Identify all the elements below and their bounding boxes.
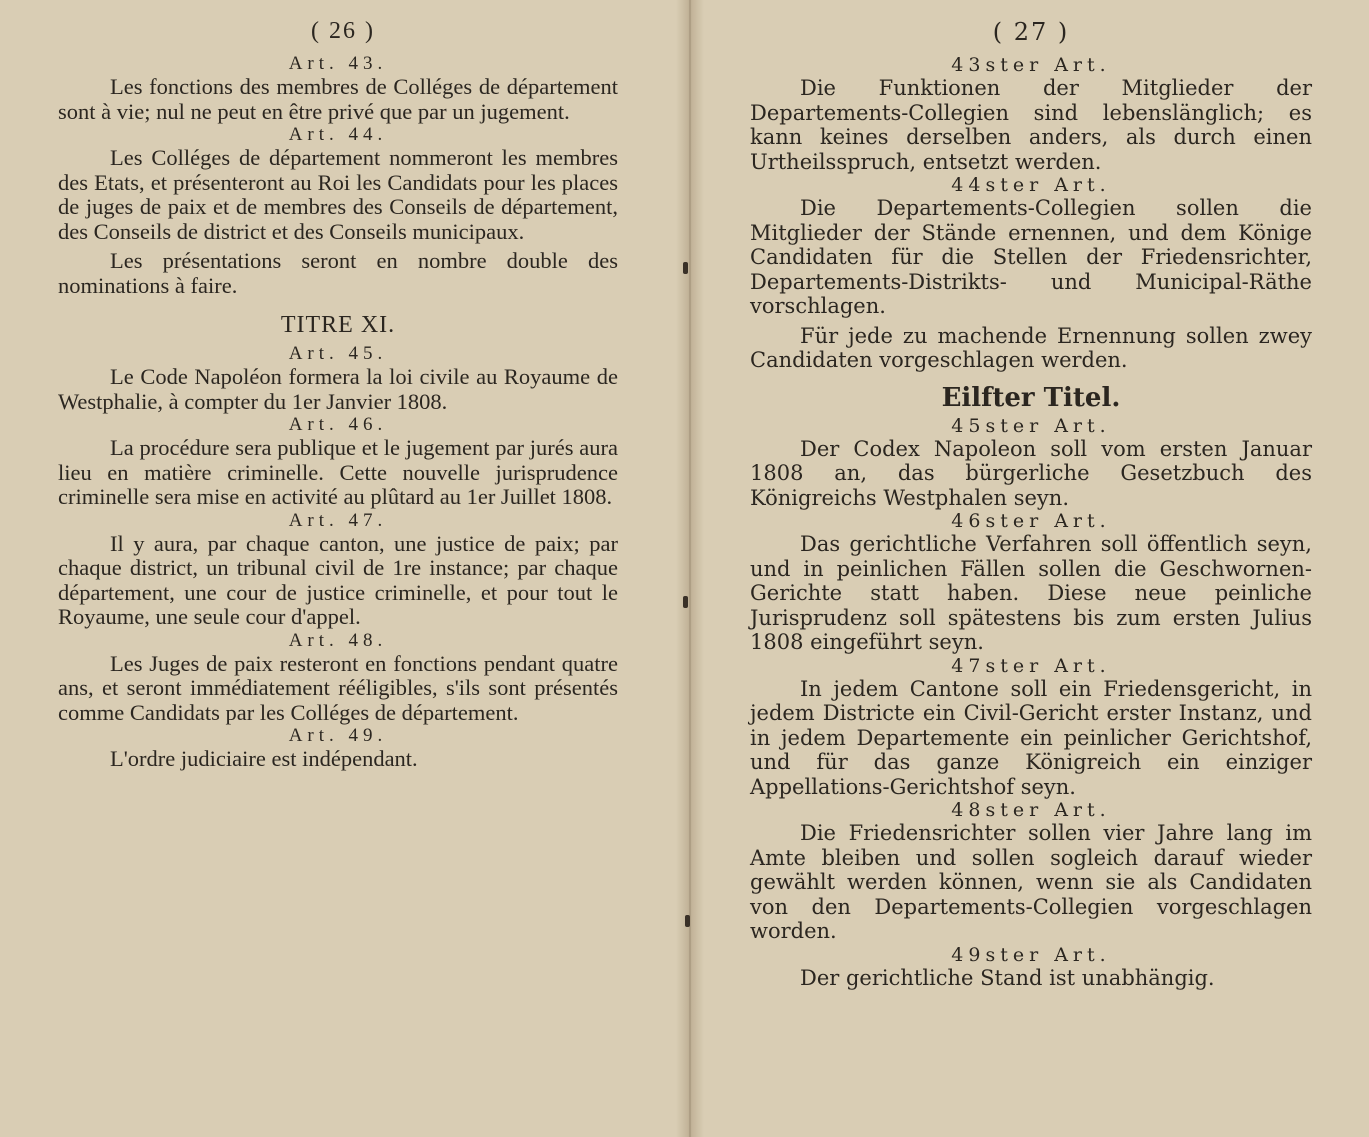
article-heading: Art. 49. xyxy=(288,725,388,746)
article-text: Das gerichtliche Verfahren soll öffentlich seyn, und in peinlichen Fällen sollen die Geschwornen-Gerichte statt haben. Diese neue peinliche Jurisprudenz soll spätestens bis zum ersten Julius 1808 eingeführt seyn. xyxy=(750,532,1312,654)
page-number: ( 26 ) xyxy=(311,18,375,44)
article-heading: Art. 48. xyxy=(288,629,388,651)
article-heading: 43ster Art. xyxy=(951,54,1111,76)
article-text: Die Departements-Collegien sollen die Mitglieder der Stände ernennen, und dem Könige Candidaten für die Stellen der Friedensrichter, Departements-Distrikts- und Municipal-Räthe vorschlagen. xyxy=(750,196,1312,318)
page-number: ( 27 ) xyxy=(992,18,1070,46)
article-text: Die Funktionen der Mitglieder der Departements-Collegien sind lebenslänglich; es kann keines derselben anders, als durch einen Urtheilsspruch, entsetzt werden. xyxy=(750,76,1312,174)
article-text: Il y aura, par chaque canton, une justice de paix; par chaque district, un tribunal civil de 1re instance; par chaque département, une cour de justice criminelle, et pour tout le Royaume, une seule cour d'appel. xyxy=(58,530,618,629)
section-title: TITRE XI. xyxy=(280,312,396,338)
article-heading: 48ster Art. xyxy=(951,799,1111,821)
article-text: Les Juges de paix resteront en fonctions pendant quatre ans, et seront immédiatement rééligibles, s'ils sont présentés comme Candidats par les Colléges de département. xyxy=(58,650,618,725)
article-text: Le Code Napoléon formera la loi civile au Royaume de Westphalie, à compter du 1er Janvier 1808. xyxy=(58,364,618,414)
article-heading: Art. 45. xyxy=(288,343,388,364)
book-gutter xyxy=(676,0,704,1137)
article-heading: Art. 44. xyxy=(288,124,388,145)
article-text: Für jede zu machende Ernennung sollen zwey Candidaten vorgeschlagen werden. xyxy=(750,323,1312,372)
article-text: Der gerichtliche Stand ist unabhängig. xyxy=(800,965,1215,990)
article-text: Les présentations seront en nombre double des nominations à faire. xyxy=(58,248,618,298)
article-heading: Art. 47. xyxy=(288,509,388,531)
article-heading: 49ster Art. xyxy=(951,943,1111,966)
gutter-mark xyxy=(685,915,690,927)
article-text: Les fonctions des membres de Colléges de département sont à vie; nul ne peut en être privé que par un jugement. xyxy=(58,74,618,124)
article-text: Les Colléges de département nommeront les membres des Etats, et présenteront au Roi les Candidats pour les places de juges de paix et de membres des Conseils de département, des Conseils de district et des Conseils municipaux. xyxy=(58,145,618,244)
article-text: In jedem Cantone soll ein Friedensgericht, in jedem Districte ein Civil-Gericht erster Instanz, und in jedem Departemente ein peinlicher Gerichtshof, und für das ganze Königreich ein einziger Appellations-Gerichtshof seyn. xyxy=(750,676,1312,799)
article-heading: Art. 43. xyxy=(288,53,388,74)
gutter-mark xyxy=(683,262,688,274)
article-text: L'ordre judiciaire est indépendant. xyxy=(110,746,418,771)
article-text: Die Friedensrichter sollen vier Jahre lang im Amte bleiben und sollen sogleich darauf wieder gewählt werden können, wenn sie als Candidaten von den Departements-Collegien vorgeschlagen worden. xyxy=(750,821,1312,943)
article-heading: 47ster Art. xyxy=(951,654,1111,677)
right-page xyxy=(750,18,1312,1118)
article-text: La procédure sera publique et le jugement par jurés aura lieu en matière criminelle. Cette nouvelle jurisprudence criminelle sera mise en activité au plûtard au 1er Juillet 1808. xyxy=(58,435,618,509)
article-heading: 46ster Art. xyxy=(951,510,1111,532)
article-heading: 44ster Art. xyxy=(951,174,1111,196)
article-heading: 45ster Art. xyxy=(951,414,1111,437)
gutter-mark xyxy=(683,596,688,608)
section-title: Eilfter Titel. xyxy=(941,382,1121,413)
article-text: Der Codex Napoleon soll vom ersten Januar 1808 an, das bürgerliche Gesetzbuch des Königreichs Westphalen seyn. xyxy=(750,436,1312,510)
left-page xyxy=(58,18,618,1118)
article-heading: Art. 46. xyxy=(288,414,388,435)
